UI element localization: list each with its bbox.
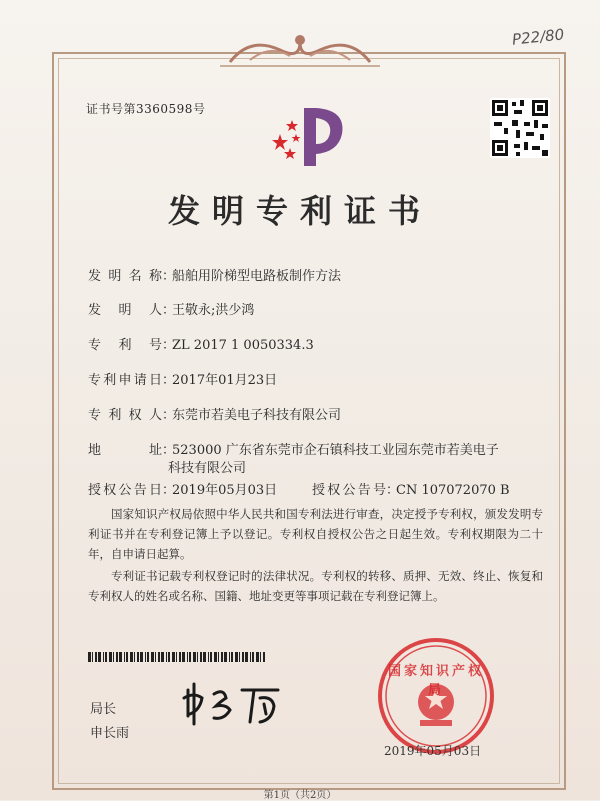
patentee-label: 专利权人 (88, 408, 162, 423)
announce-number-row: 授权公告号：CN 107072070 B (312, 479, 510, 498)
certificate-number: 证书号第3360598号 (86, 102, 206, 116)
handwritten-note: P22/80 (511, 25, 566, 49)
director-signature-icon (180, 680, 290, 728)
director-name: 申长雨 (90, 726, 130, 741)
inventor-label: 发明人 (88, 303, 162, 318)
page-number: 第1页（共2页） (263, 790, 337, 801)
invention-name-value: 船舶用阶梯型电路板制作方法 (172, 269, 342, 284)
seal-text: 国家知识产权局 (387, 664, 484, 698)
address-label: 地址 (88, 443, 162, 458)
director-title: 局长 (90, 702, 117, 717)
announce-date-row: 授权公告日：2019年05月03日 (88, 479, 277, 498)
patent-number-row: 专利号：ZL 2017 1 0050334.3 (88, 334, 314, 353)
address-value-line1: 523000 广东省东莞市企石镇科技工业园东莞市若美电子 (172, 443, 499, 458)
inventor-value: 王敬永;洪少鸿 (172, 303, 255, 318)
inventor-row: 发明人：王敬永;洪少鸿 (88, 299, 254, 318)
seal-date: 2019年05月03日 (384, 744, 482, 758)
filing-date-value: 2017年01月23日 (172, 373, 278, 388)
address-row: 地址：523000 广东省东莞市企石镇科技工业园东莞市若美电子 (88, 439, 499, 458)
legal-status-paragraph: 专利证书记载专利权登记时的法律状况。专利权的转移、质押、无效、终止、恢复和专利权人的姓名或名称、国籍、地址变更等事项记载在专利登记簿上。 (88, 569, 543, 603)
grant-paragraph: 国家知识产权局依照中华人民共和国专利法进行审查，决定授予专利权，颁发发明专利证书并在专利登记簿上予以登记。专利权自授权公告之日起生效。专利权期限为二十年，自申请日起算。 (88, 507, 543, 561)
patent-number-label: 专利号 (88, 338, 162, 353)
announce-number-label: 授权公告号 (312, 483, 386, 498)
filing-date-label: 专利申请日 (88, 373, 162, 388)
barcode-icon (88, 652, 268, 662)
top-ornament-icon (220, 32, 380, 68)
certificate-title: 发明专利证书 (167, 192, 432, 230)
filing-date-row: 专利申请日：2017年01月23日 (88, 369, 277, 388)
announce-date-label: 授权公告日 (88, 483, 162, 498)
announce-date-value: 2019年05月03日 (172, 483, 278, 498)
invention-name-row: 发明名称：船舶用阶梯型电路板制作方法 (88, 265, 341, 284)
address-value-line2: 科技有限公司 (168, 461, 247, 476)
patentee-value: 东莞市若美电子科技有限公司 (172, 408, 342, 423)
patentee-row: 专利权人：东莞市若美电子科技有限公司 (88, 404, 341, 423)
cnipa-logo-icon (266, 100, 356, 170)
invention-name-label: 发明名称 (88, 269, 162, 284)
patent-number-value: ZL 2017 1 0050334.3 (172, 338, 314, 353)
qr-code-icon (490, 98, 550, 158)
announce-number-value: CN 107072070 B (396, 483, 510, 498)
